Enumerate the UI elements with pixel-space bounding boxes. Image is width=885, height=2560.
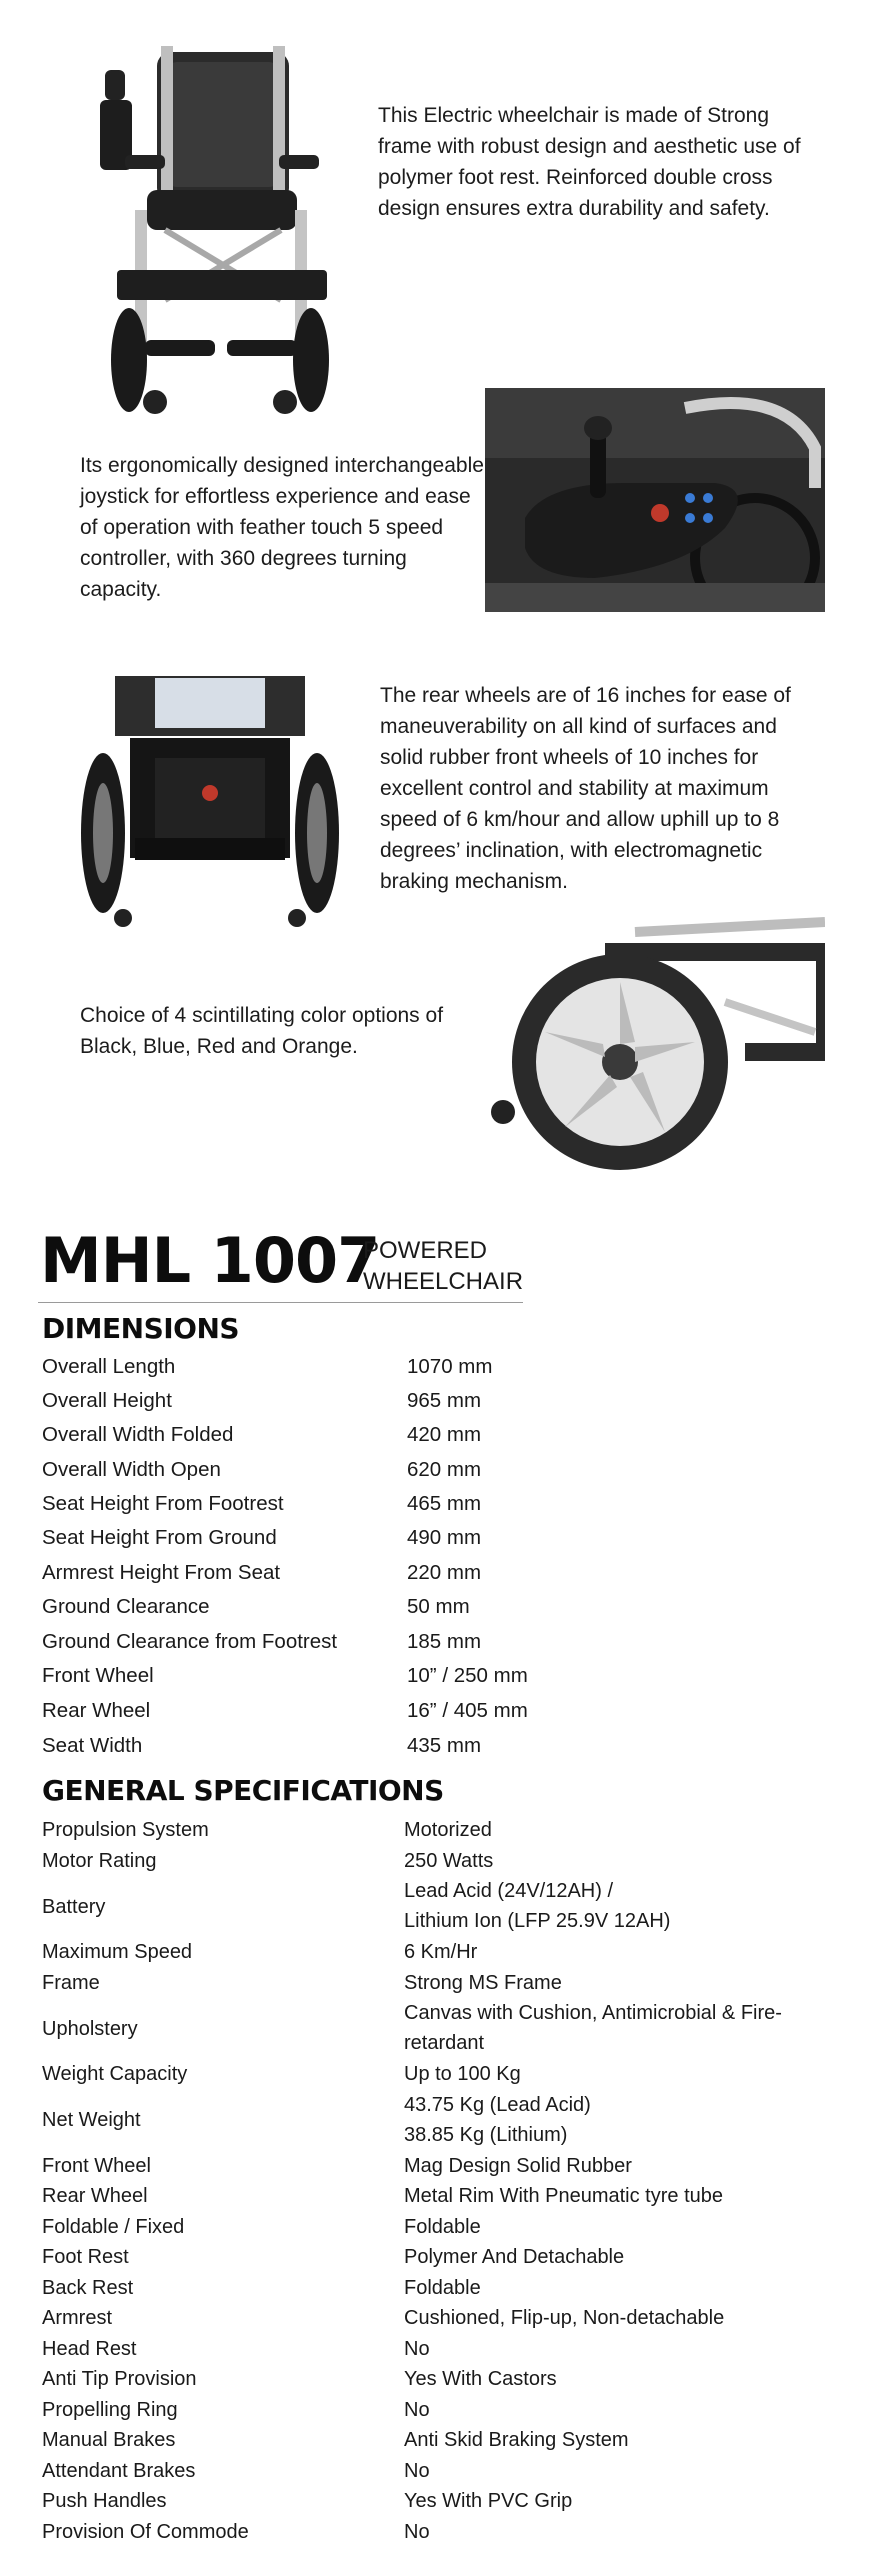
spec-label: Battery — [42, 1895, 106, 1918]
spec-value-line: Yes With PVC Grip — [404, 2490, 573, 2512]
dimension-label: Seat Height From Ground — [42, 1526, 277, 1549]
dimension-label: Overall Width Folded — [42, 1423, 234, 1446]
spec-value-line: 43.75 Kg (Lead Acid) — [404, 2093, 591, 2116]
feature-text-2: Its ergonomically designed interchangeable joystick for effortless experience and ease of operation with feather touch 5 speed controller, with 360 degrees turning capacity. — [80, 454, 484, 601]
spec-value — [404, 1937, 844, 1967]
spec-row — [42, 2364, 842, 2395]
spec-label: Frame — [42, 1971, 100, 1994]
spec-value — [404, 1815, 844, 1845]
spec-row — [42, 2059, 842, 2090]
spec-value-line: Polymer And Detachable — [404, 2246, 625, 2268]
spec-value — [404, 2181, 844, 2211]
spec-label: Upholstery — [42, 2017, 138, 2040]
spec-value-line: No — [404, 2337, 430, 2360]
wheelchair-front-image — [95, 40, 345, 420]
product-type-line1: POWERED — [363, 1237, 488, 1264]
dimension-row — [42, 1526, 602, 1560]
spec-row — [42, 1998, 842, 2059]
spec-row — [42, 2425, 842, 2456]
spec-row — [42, 1937, 842, 1968]
spec-value-line: Strong MS Frame — [404, 1971, 562, 1994]
spec-row — [42, 2334, 842, 2365]
spec-value-line: Anti Skid Braking System — [404, 2429, 629, 2451]
dimensions-heading: DIMENSIONS — [42, 1312, 240, 1345]
spec-value — [404, 2151, 844, 2181]
spec-label: Motor Rating — [42, 1849, 157, 1872]
dimension-row — [42, 1561, 602, 1595]
dimension-label: Overall Length — [42, 1355, 176, 1378]
spec-row — [42, 1968, 842, 1999]
spec-value-line: No — [404, 2459, 430, 2482]
spec-value — [404, 2334, 844, 2364]
dimension-value: 620 mm — [407, 1458, 482, 1481]
spec-row — [42, 2395, 842, 2426]
spec-row — [42, 2151, 842, 2182]
spec-label: Push Handles — [42, 2490, 167, 2513]
dimension-label: Overall Width Open — [42, 1458, 221, 1481]
dimension-value: 965 mm — [407, 1389, 482, 1412]
dimension-label: Rear Wheel — [42, 1699, 151, 1722]
dimension-row — [42, 1630, 602, 1664]
spec-value — [404, 2090, 844, 2150]
spec-value — [404, 2273, 844, 2303]
spec-value — [404, 2517, 844, 2547]
specifications-heading: GENERAL SPECIFICATIONS — [42, 1774, 444, 1807]
product-type-line2: WHEELCHAIR — [363, 1268, 524, 1295]
spec-row — [42, 2486, 842, 2517]
spec-label: Back Rest — [42, 2276, 134, 2299]
spec-label: Attendant Brakes — [42, 2459, 196, 2482]
dimension-value: 465 mm — [407, 1492, 482, 1515]
dimension-label: Ground Clearance from Footrest — [42, 1630, 338, 1653]
dimension-row — [42, 1595, 602, 1629]
dimension-value: 16” / 405 mm — [407, 1699, 528, 1722]
spec-value — [404, 1876, 844, 1936]
spec-label: Propulsion System — [42, 1819, 209, 1842]
spec-label: Head Rest — [42, 2337, 137, 2360]
spec-row — [42, 2090, 842, 2151]
spec-label: Armrest — [42, 2307, 112, 2330]
spec-value — [404, 2212, 844, 2242]
dimension-row — [42, 1492, 602, 1526]
dimension-row — [42, 1423, 602, 1457]
spec-value — [404, 2395, 844, 2425]
spec-value-line: Metal Rim With Pneumatic tyre tube — [404, 2185, 723, 2207]
spec-value-line: Canvas with Cushion, Antimicrobial & Fire- — [404, 2002, 782, 2024]
spec-row — [42, 2212, 842, 2243]
spec-value-line: 6 Km/Hr — [404, 1941, 478, 1963]
dimension-label: Overall Height — [42, 1389, 172, 1412]
dimension-value: 185 mm — [407, 1630, 482, 1653]
dimension-label: Seat Width — [42, 1734, 143, 1757]
spec-value-line: Foldable — [404, 2276, 481, 2299]
spec-row — [42, 2181, 842, 2212]
spec-value-line: Lead Acid (24V/12AH) / — [404, 1880, 614, 1902]
spec-row — [42, 2273, 842, 2304]
spec-value-line: 38.85 Kg (Lithium) — [404, 2123, 568, 2146]
spec-label: Propelling Ring — [42, 2398, 178, 2421]
spec-row — [42, 1846, 842, 1877]
dimension-label: Seat Height From Footrest — [42, 1492, 284, 1515]
spec-value — [404, 2425, 844, 2455]
spec-value — [404, 2242, 844, 2272]
dimension-row — [42, 1389, 602, 1423]
spec-label: Manual Brakes — [42, 2429, 176, 2452]
feature-text-4: Choice of 4 scintillating color options of Black, Blue, Red and Orange. — [80, 1004, 444, 1058]
spec-value-line: No — [404, 2398, 430, 2421]
feature-text-1: This Electric wheelchair is made of Strong frame with robust design and aesthetic use of polymer foot rest. Reinforced double cross design ensures extra durability and safety. — [378, 104, 801, 220]
spec-row — [42, 2456, 842, 2487]
dimension-row — [42, 1734, 602, 1768]
title-divider — [38, 1302, 523, 1303]
spec-label: Front Wheel — [42, 2154, 151, 2177]
spec-value-line: Up to 100 Kg — [404, 2063, 521, 2085]
spec-value-line: Yes With Castors — [404, 2368, 557, 2390]
spec-value-line: Motorized — [404, 1819, 492, 1841]
dimension-row — [42, 1355, 602, 1389]
spec-value — [404, 2364, 844, 2394]
spec-row — [42, 2303, 842, 2334]
spec-label: Anti Tip Provision — [42, 2368, 197, 2391]
spec-label: Weight Capacity — [42, 2063, 188, 2086]
spec-row — [42, 1876, 842, 1937]
dimension-value: 420 mm — [407, 1423, 482, 1446]
spec-row — [42, 1815, 842, 1846]
spec-value-line: Mag Design Solid Rubber — [404, 2154, 632, 2177]
dimension-value: 220 mm — [407, 1561, 482, 1584]
wheelchair-rear-image — [75, 668, 345, 938]
dimension-value: 490 mm — [407, 1526, 482, 1549]
dimension-value: 10” / 250 mm — [407, 1664, 528, 1687]
joystick-controller-image — [485, 388, 825, 612]
spec-label: Foot Rest — [42, 2246, 129, 2269]
dimension-row — [42, 1699, 602, 1733]
dimension-value: 1070 mm — [407, 1355, 493, 1378]
rear-wheel-image — [485, 912, 825, 1172]
dimension-row — [42, 1458, 602, 1492]
spec-label: Rear Wheel — [42, 2185, 148, 2208]
spec-row — [42, 2517, 842, 2548]
spec-label: Foldable / Fixed — [42, 2215, 185, 2238]
spec-value-line: Foldable — [404, 2215, 481, 2238]
spec-value — [404, 1968, 844, 1998]
spec-value-line: retardant — [404, 2032, 485, 2054]
spec-value — [404, 2486, 844, 2516]
feature-text-3: The rear wheels are of 16 inches for ease of maneuverability on all kind of surfaces and solid rubber front wheels of 10 inches for excellent control and stability at maximum speed of 6 km/hour and allow uphill up to 8 degrees’ inclination, with electromagnetic braking mechanism. — [380, 684, 791, 893]
spec-value-line: No — [404, 2520, 430, 2543]
spec-value — [404, 2456, 844, 2486]
spec-value-line: Lithium Ion (LFP 25.9V 12AH) — [404, 1910, 671, 1932]
spec-value — [404, 1998, 844, 2058]
spec-value-line: 250 Watts — [404, 1849, 494, 1872]
spec-value — [404, 2059, 844, 2089]
dimension-label: Armrest Height From Seat — [42, 1561, 281, 1584]
dimension-row — [42, 1664, 602, 1698]
spec-value-line: Cushioned, Flip-up, Non-detachable — [404, 2307, 725, 2329]
spec-row — [42, 2242, 842, 2273]
product-model: MHL 1007 — [40, 1224, 380, 1297]
dimension-value: 50 mm — [407, 1595, 470, 1618]
spec-label: Maximum Speed — [42, 1941, 193, 1964]
spec-label: Net Weight — [42, 2109, 141, 2131]
dimension-value: 435 mm — [407, 1734, 482, 1757]
spec-label: Provision Of Commode — [42, 2520, 249, 2543]
spec-value — [404, 2303, 844, 2333]
dimension-label: Ground Clearance — [42, 1595, 210, 1618]
dimension-label: Front Wheel — [42, 1664, 154, 1687]
spec-value — [404, 1846, 844, 1876]
